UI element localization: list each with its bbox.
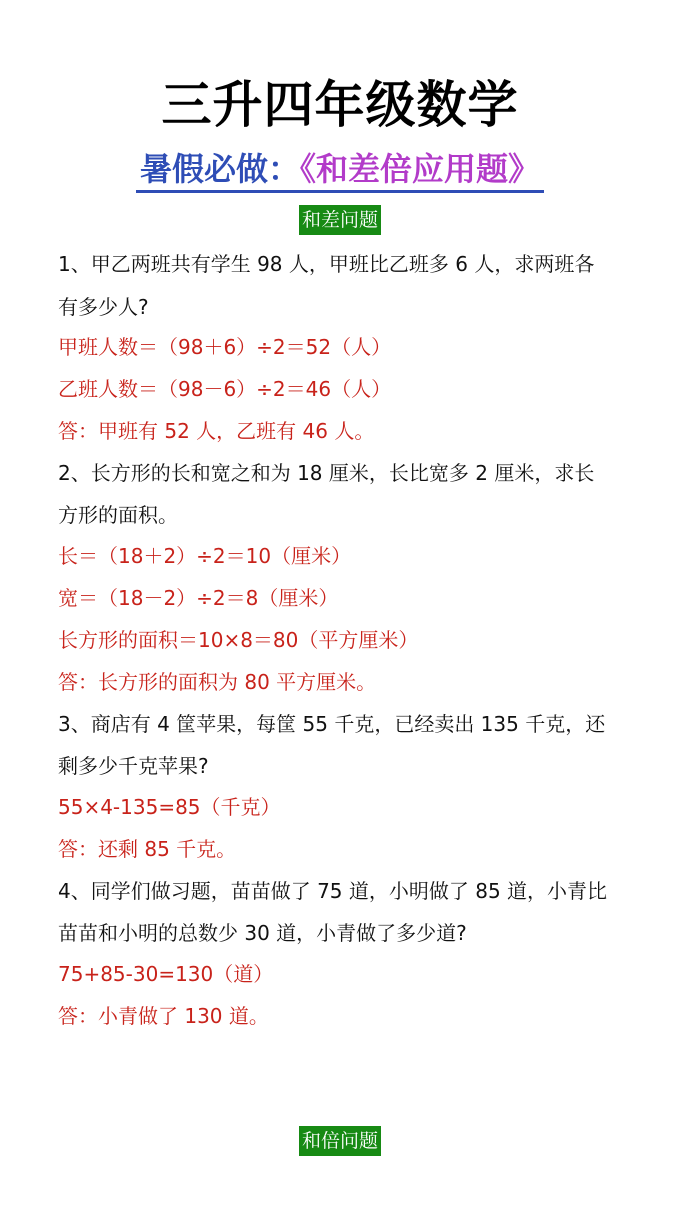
- problem-3-answer: 答：还剩 85 千克。: [58, 837, 237, 861]
- subtitle-highlight: 《和差倍应用题》: [300, 150, 541, 188]
- problem-2-solution-line-2: 宽＝（18－2）÷2＝8（厘米）: [58, 586, 339, 610]
- problem-1-question-line-1: 1、甲乙两班共有学生 98 人，甲班比乙班多 6 人，求两班各: [58, 252, 595, 276]
- subtitle-prefix: 暑假必做：: [139, 150, 300, 188]
- page-title: 三升四年级数学: [161, 76, 519, 134]
- section-label: 和差问题: [299, 205, 381, 235]
- problem-4-question-line-1: 4、同学们做习题，苗苗做了 75 道，小明做了 85 道，小青比: [58, 879, 608, 903]
- subtitle-underline: [136, 148, 544, 193]
- problem-4-question-line-2: 苗苗和小明的总数少 30 道，小青做了多少道?: [58, 921, 467, 945]
- problem-1-solution-line-2: 乙班人数＝（98－6）÷2＝46（人）: [58, 377, 392, 401]
- section-heading-sum-multiple: [0, 1126, 680, 1156]
- problem-1-answer: 答：甲班有 52 人，乙班有 46 人。: [58, 419, 375, 443]
- section-label: 和倍问题: [299, 1126, 381, 1156]
- page-subtitle: [0, 148, 680, 193]
- problem-3-solution-line-1: 55×4-135=85（千克）: [58, 795, 281, 819]
- problem-2-solution-line-3: 长方形的面积＝10×8＝80（平方厘米）: [58, 628, 419, 652]
- problem-2-question-line-1: 2、长方形的长和宽之和为 18 厘米，长比宽多 2 厘米，求长: [58, 461, 595, 485]
- problem-4-answer: 答：小青做了 130 道。: [58, 1004, 269, 1028]
- problem-3-question-line-2: 剩多少千克苹果?: [58, 754, 209, 778]
- problem-2-question-line-2: 方形的面积。: [58, 503, 178, 527]
- problem-1-solution-line-1: 甲班人数＝（98＋6）÷2＝52（人）: [58, 335, 392, 359]
- problem-1-question-line-2: 有多少人?: [58, 295, 149, 319]
- section-heading-sum-difference: [0, 205, 680, 235]
- problem-4-solution-line-1: 75+85-30=130（道）: [58, 962, 274, 986]
- problem-2-solution-line-1: 长＝（18＋2）÷2＝10（厘米）: [58, 544, 352, 568]
- problem-3-question-line-1: 3、商店有 4 筐苹果，每筐 55 千克，已经卖出 135 千克，还: [58, 712, 606, 736]
- problem-2-answer: 答：长方形的面积为 80 平方厘米。: [58, 670, 377, 694]
